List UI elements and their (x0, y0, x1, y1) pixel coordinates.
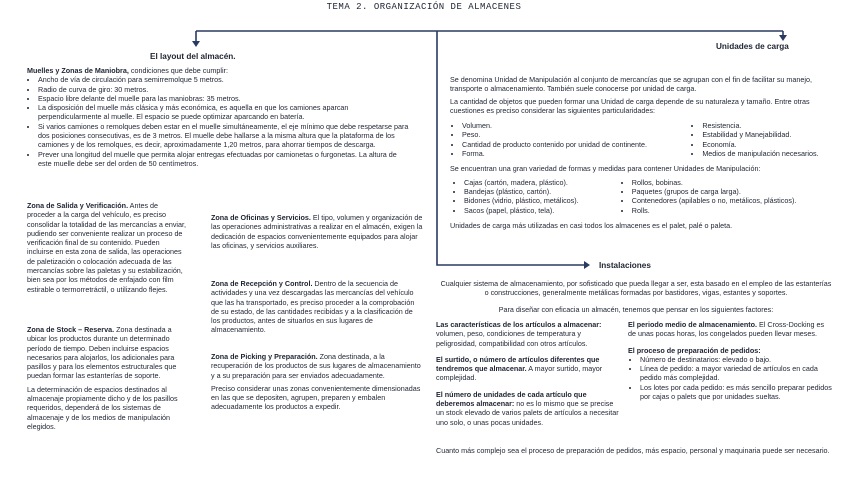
picking-text: Zona destinada, a la recuperación de los productos de sus lugares de almacenamiento y a su preparación para ser enviados adecuadamente. (211, 352, 421, 380)
list-item: • Rollos, bobinas. (632, 178, 835, 187)
recepcion-label: Zona de Recepción y Control. (211, 279, 313, 288)
list-item: • Cantidad de producto contenido por unidad de continente. (462, 140, 692, 149)
salida-text: Antes de proceder a la carga del vehículo, es preciso consolidar la totalidad de las mercancías a enviar, pudiendo ser conveniente realizar un proceso de verificación final de su contenido. Pueden incluirse en esta zona de salida, las operaciones de paletización o colocación adecuada de las mercancías sobre las paletas y su estabilización, bien sea por los métodos de enfajado con film estirable o termorretráctil, o utilizando flejes. (27, 201, 187, 294)
picking-text2: Preciso considerar unas zonas convenientemente dimensionadas en las que se depositen, agrupen, preparen y embalen adecuadamente los productos a expedir. (211, 383, 421, 412)
stock-text2: La determinación de espacios destinados al almacenaje propiamente dicho y de los pasillos requeridos, dependerá de los sistemas de almacenaje y de los medios de manipulación elegidos. (27, 384, 178, 431)
factores-col-left (436, 320, 621, 427)
muelles-tail: condiciones que debe cumplir: (128, 66, 228, 75)
list-item: • Sacos (papel, plástico, tela). (464, 206, 622, 215)
arrow-left-head (192, 41, 200, 47)
list-item: • Número de destinatarios: elevado o bajo. (640, 355, 834, 364)
muelles-block (27, 66, 411, 168)
factor-unidades: El número de unidades de cada artículo que deberemos almacenar: no es lo mismo que se precise un stock elevado de varios palets de artículos a necesitar uno solo, o unas pocas unidades. (436, 389, 619, 427)
list-item: • Resistencia. (702, 121, 835, 130)
list-item: • Economía. (702, 140, 835, 149)
instalaciones-p3: Cuanto más complejo sea el proceso de preparación de pedidos, más espacio, personal y maquinaria puede ser necesario. (436, 446, 830, 455)
stock-text: Zona destinada a ubicar los productos durante un determinado período de tiempo. Deben incluirse espacios necesarios para alojarlos, los adicionales para pasillos y para los elementos estructurales que puedan formar las estanterías de soporte. (27, 325, 177, 381)
list-item: • Estabilidad y Manejabilidad. (702, 130, 835, 139)
instalaciones-p1: Cualquier sistema de almacenamiento, por sofisticado que pueda llegar a ser, esta basado en el empleo de las estanterías o construcciones, generalmente metálicas formadas por bastidores, vigas, estantes y soportes. (440, 279, 832, 298)
carga-p4: Unidades de carga más utilizadas en casi todos los almacenes es el palet, palé o paleta. (450, 220, 733, 230)
carga-p3: Se encuentran una gran variedad de formas y medidas para contener Unidades de Manipulación: (450, 164, 761, 174)
zona-recepcion (211, 279, 423, 335)
list-item: • Línea de pedido: a mayor variedad de artículos en cada pedido más complejidad. (640, 364, 834, 383)
muelles-item: • Espacio libre delante del muelle para las maniobras: 35 metros. (38, 94, 411, 103)
zona-stock (27, 325, 187, 431)
carga-p1: Se denomina Unidad de Manipulación al conjunto de mercancías que se agrupan con el fin de facilitar su manejo, transporte o almacenamiento. También suele conocerse por unidad de carga. (450, 75, 812, 94)
list-item: • Contenedores (apilables o no, metálicos, plásticos). (632, 196, 835, 205)
muelles-item: • Ancho de vía de circulación para semirremolque 5 metros. (38, 75, 411, 84)
recepcion-text: Dentro de la secuencia de actividades y una vez descargadas las mercancías del vehículo que las ha transportado, es preciso proceder a la comprobación de su estado, de las cantidades recibidas y a la clasificación de los productos, antes de situarlos en sus lugares de almacenamiento. (211, 279, 415, 335)
oficinas-text: El tipo, volumen y organización de las operaciones administrativas a realizar en el almacén, exigen la dedicación de espacios convenientemente equipados para alojar las oficinas, y servicios auxiliares. (211, 213, 423, 250)
factor-pedidos: El proceso de preparación de pedidos: (628, 345, 761, 355)
list-item: • Rolls. (632, 206, 835, 215)
list-item: • Bandejas (plástico, cartón). (464, 187, 622, 196)
stock-label: Zona de Stock – Reserva. (27, 325, 115, 334)
muelles-item: • Radio de curva de giro: 30 metros. (38, 85, 411, 94)
list-item: • Los lotes por cada pedido: es más sencillo preparar pedidos por cajas o palets que por unidades sueltas. (640, 383, 834, 402)
instalaciones-heading: Instalaciones (599, 261, 651, 270)
zona-oficinas (211, 213, 423, 250)
pedidos-list (628, 355, 834, 401)
factor-surtido: El surtido, o número de artículos diferentes que tendremos que almacenar. A mayor surtido, mayor complejidad. (436, 354, 603, 383)
particularidades-list (450, 121, 835, 158)
carga-block (450, 75, 835, 230)
list-item: • Bidones (vidrio, plástico, metálicos). (464, 196, 622, 205)
oficinas-label: Zona de Oficinas y Servicios. (211, 213, 311, 222)
factor-caracteristicas: Las características de los artículos a almacenar: volumen, peso, condiciones de temperatura y peligrosidad, compatibilidad con otros artículos. (436, 320, 602, 348)
carga-p2: La cantidad de objetos que pueden formar una Unidad de carga depende de su naturaleza y tamaño. Entre otras cuestiones es preciso considerar las siguientes particularidades: (450, 96, 810, 115)
layout-heading: El layout del almacén. (150, 52, 236, 61)
arrow-install-head (584, 261, 590, 269)
list-item: • Medios de manipulación necesarios. (702, 149, 835, 158)
zona-salida (27, 201, 187, 294)
muelles-item: • La disposición del muelle más clásica y más económica, es aquella en que los camiones aparcan perpendicularmente al muelle. El espacio se puede optimizar aparcando en batería. (38, 103, 411, 122)
list-item: • Forma. (462, 149, 692, 158)
formas-list (450, 178, 835, 215)
page-title: TEMA 2. ORGANIZACIÓN DE ALMACENES (326, 2, 522, 12)
list-item: • Paquetes (grupos de carga larga). (632, 187, 835, 196)
muelles-list (27, 75, 411, 168)
factores-col-right (628, 320, 834, 401)
list-item: • Volumen. (462, 121, 692, 130)
instalaciones-p2: Para diseñar con eficacia un almacén, tenemos que pensar en los siguientes factores: (498, 305, 774, 314)
picking-label: Zona de Picking y Preparación. (211, 352, 318, 361)
arrow-right-head (779, 35, 787, 41)
muelles-label: Muelles y Zonas de Maniobra, (27, 66, 129, 75)
muelles-item: • Si varios camiones o remolques deben estar en el muelle simultáneamente, el eje mínimo que debe respetarse para dos posiciones consecutivas, es de 3 metros. El muelle debe hallarse a la misma altura que la plataforma de los camiones y de los remolques, es decir, aproximadamente 1,20 metros, para ahorrar tiempos de descarga. (38, 122, 411, 150)
muelles-item: • Prever una longitud del muelle que permita alojar entregas efectuadas por camionetas o furgonetas. La altura de este muelle debe ser del orden de 50 centímetros. (38, 150, 411, 169)
zona-picking (211, 352, 423, 412)
list-item: • Peso. (462, 130, 692, 139)
list-item: • Cajas (cartón, madera, plástico). (464, 178, 622, 187)
carga-heading: Unidades de carga (716, 42, 789, 51)
factor-periodo: El periodo medio de almacenamiento. El Cross-Docking es de unas pocas horas, los congelados pueden llevar meses. (628, 320, 825, 339)
salida-label: Zona de Salida y Verificación. (27, 201, 129, 210)
